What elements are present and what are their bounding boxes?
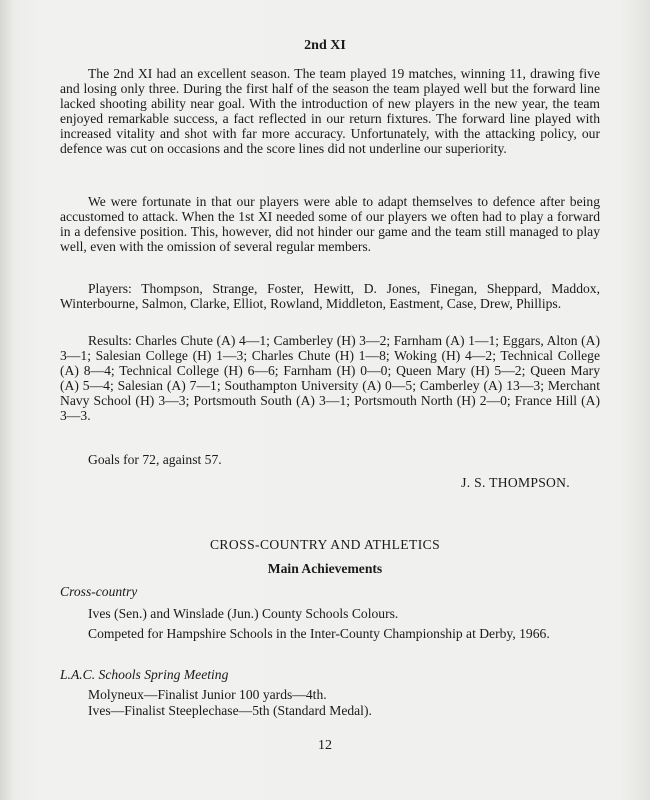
cross-country-item: Ives (Sen.) and Winslade (Jun.) County Schools Colours. (88, 606, 399, 621)
lac-meeting-item: Ives—Finalist Steeplechase—5th (Standard Medal). (88, 703, 372, 718)
paragraph-season-summary (60, 67, 600, 156)
cross-country-item: Competed for Hampshire Schools in the Inter-County Championship at Derby, 1966. (88, 626, 550, 641)
paragraph-text: The 2nd XI had an excellent season. The team played 19 matches, winning 11, drawing five and losing only three. During the first half of the season the team played well but the forward line lacked shooting ability near goal. With the introduction of new players in the new year, the team enjoyed remarkable success, a fact reflected in our return fixtures. The forward line played with increased vitality and shot with far more accuracy. Unfortunately, with the attacking policy, our defence was cut on occasions and the score lines did not underline our superiority. (60, 66, 600, 156)
section-heading-2nd-xi: 2nd XI (304, 38, 346, 53)
cross-country-title: CROSS-COUNTRY AND ATHLETICS (209, 537, 441, 552)
paragraph-defence (60, 195, 600, 255)
paragraph-text: Goals for 72, against 57. (88, 452, 222, 467)
lac-meeting-item: Molyneux—Finalist Junior 100 yards—4th. (88, 687, 327, 702)
paragraph-goals (60, 453, 600, 468)
author-signature: J. S. THOMPSON. (461, 475, 570, 490)
paragraph-results (60, 334, 600, 423)
paragraph-players (60, 282, 600, 312)
main-achievements-subtitle: Main Achievements (267, 561, 383, 576)
paragraph-text: We were fortunate in that our players were able to adapt themselves to defence after being accustomed to attack. When the 1st XI needed some of our players we often had to play a forward in a defensive position. This, however, did not hinder our game and the team still managed to play well, even with the omission of several regular members. (60, 194, 600, 254)
lac-meeting-label: L.A.C. Schools Spring Meeting (60, 667, 229, 682)
cross-country-label: Cross-country (60, 584, 138, 599)
page-number: 12 (318, 738, 332, 753)
paragraph-text: Players: Thompson, Strange, Foster, Hewitt, D. Jones, Finegan, Sheppard, Maddox, Winterbourne, Salmon, Clarke, Elliot, Rowland, Middleton, Eastment, Case, Drew, Phillips. (60, 281, 600, 311)
paragraph-text: Results: Charles Chute (A) 4—1; Camberley (H) 3—2; Farnham (A) 1—1; Eggars, Alton (A) 3—1; Salesian College (H) 1—3; Charles Chute (H) 1—8; Woking (H) 4—2; Technical College (A) 8—4; Technical College (H) 6—6; Farnham (H) 0—0; Queen Mary (H) 5—2; Queen Mary (A) 5—4; Salesian (A) 7—1; Southampton University (A) 0—5; Camberley (A) 13—3; Merchant Navy School (H) 3—3; Portsmouth South (A) 3—1; Portsmouth North (H) 2—0; France Hill (A) 3—3. (60, 333, 600, 423)
